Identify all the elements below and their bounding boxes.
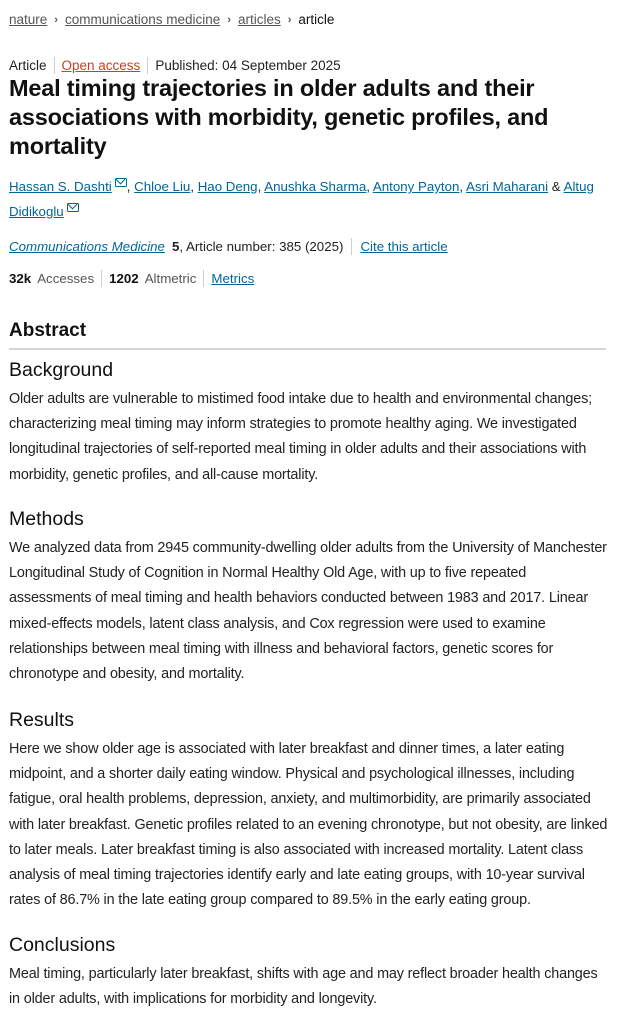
article-number: , Article number: 385 (2025) [179,239,344,254]
article-title: Meal timing trajectories in older adults and their associations with morbidity, genetic profiles, and mortality [9,75,549,159]
author-separator: , [190,179,198,194]
abstract-conclusions [9,932,609,1012]
accesses-count: 32k [9,271,32,286]
abstract-background [9,357,609,488]
open-access-link[interactable]: Open access [61,58,141,73]
section-text: Here we show older age is associated with later breakfast and dinner times, a later eating midpoint, and a shorter daily eating window. Physical and psychological illnesses, including fatigue, oral health problems, depression, anxiety, and multimorbidity, are primarily associated with later breakfast. Genetic profiles related to an evening chronotype, but not obesity, are linked to later meals. Later breakfast timing is also associated with increased mortality. Latent class analysis of meal timing trajectories identify early and late eating groups, with 10-year survival rates of 86.7% in the late eating group compared to 89.5% in the early eating group. [9,741,608,909]
chevron-right-icon: › [54,13,58,26]
abstract-heading: Abstract [9,320,606,350]
journal-link[interactable]: Communications Medicine [9,239,165,254]
author-link[interactable]: Altug Didikoglu [9,179,594,219]
journal-volume: 5 [171,239,180,254]
article-metrics [9,270,254,287]
abstract-results [9,707,609,913]
section-text: We analyzed data from 2945 community-dwelling older adults from the University of Manchester Longitudinal Study of Cognition in Normal Healthy Old Age, with up to five repeated assessments of meal timing and health behaviors conducted between 1983 and 2017. Linear mixed-effects models, latent class analysis, and Cox regression were used to examine relationships between meal timing with illness and behavioral factors, genetic scores for chronotype and obesity, and mortality. [9,540,607,683]
citation-info [9,238,448,255]
altmetric-score: 1202 [109,271,139,286]
accesses-label: Accesses [37,271,95,286]
metrics-link[interactable]: Metrics [211,271,255,286]
section-heading: Conclusions [9,934,116,956]
abstract-methods [9,506,609,687]
published-date: Published: 04 September 2025 [155,58,341,73]
section-heading: Results [9,709,75,731]
breadcrumb-articles[interactable]: articles [237,12,281,27]
mail-icon[interactable] [115,178,127,187]
author-separator: , [126,179,135,194]
author-separator: & [548,179,564,194]
author-link[interactable]: Asri Maharani [466,179,549,194]
breadcrumb [9,12,334,27]
author-separator: , [257,179,265,194]
divider [147,57,148,74]
mail-icon[interactable] [67,203,79,212]
author-separator: , [459,179,467,194]
section-heading: Methods [9,508,84,530]
section-heading: Background [9,359,114,381]
author-link[interactable]: Antony Payton [372,179,460,194]
divider [54,57,55,74]
author-link[interactable]: Chloe Liu [134,179,191,194]
author-link[interactable]: Anushka Sharma [264,179,367,194]
breadcrumb-nature[interactable]: nature [9,12,48,27]
article-meta [9,57,341,74]
article-type: Article [9,58,47,73]
divider [351,238,352,255]
altmetric-label: Altmetric [144,271,197,286]
author-list [9,174,599,224]
author-link[interactable]: Hassan S. Dashti [9,179,112,194]
chevron-right-icon: › [227,13,231,26]
section-text: Older adults are vulnerable to mistimed food intake due to health and environmental changes; characterizing meal timing may inform strategies to promote healthy aging. We investigated longitudinal trajectories of self-reported meal timing in older adults and their associations with morbidity, genetic profiles, and all-cause mortality. [9,391,592,483]
author-link[interactable]: Hao Deng [197,179,258,194]
section-text: Meal timing, particularly later breakfast, shifts with age and may reflect broader health changes in older adults, with implications for morbidity and longevity. [9,966,598,1008]
breadcrumb-communications-medicine[interactable]: communications medicine [64,12,221,27]
author-separator: , [366,179,373,194]
divider [203,270,204,287]
chevron-right-icon: › [287,13,292,26]
breadcrumb-current: article [298,12,335,27]
divider [101,270,102,287]
cite-this-article-link[interactable]: Cite this article [360,239,448,254]
